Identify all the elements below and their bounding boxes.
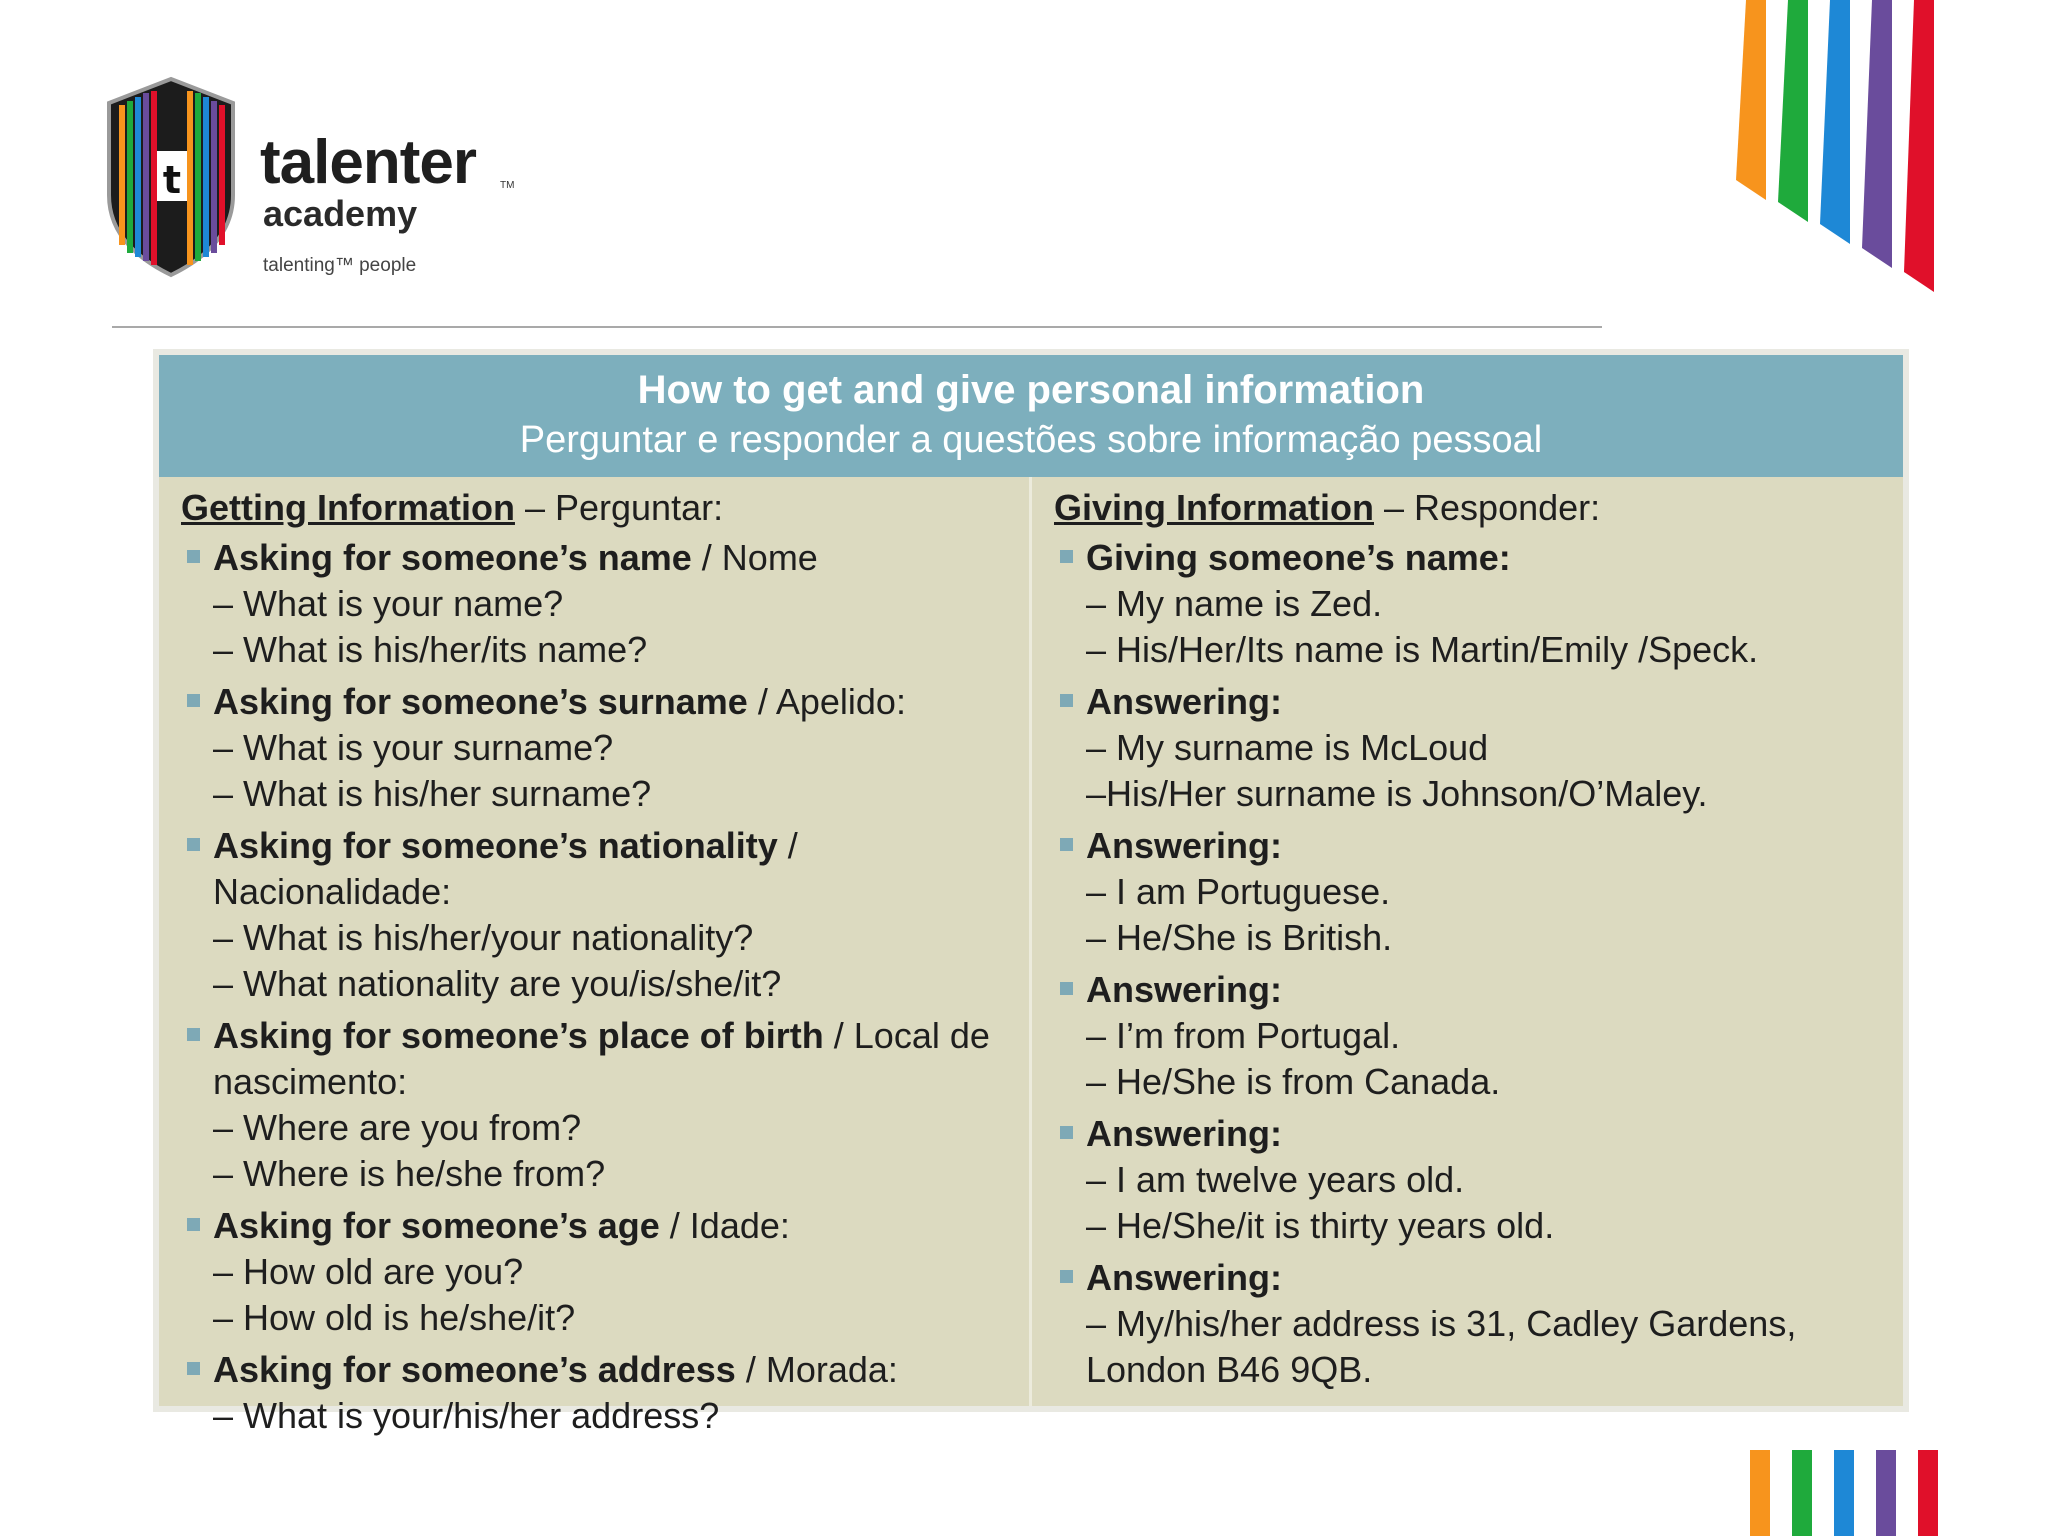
section-heading-bold: Answering: bbox=[1086, 1113, 1283, 1154]
section-heading-bold: Asking for someone’s age bbox=[213, 1205, 660, 1246]
brand-tagline: talenting™ people bbox=[263, 255, 417, 276]
example-phrase: – My name is Zed. bbox=[1086, 583, 1383, 624]
square-bullet-icon bbox=[187, 1362, 200, 1375]
example-phrase: – He/She is from Canada. bbox=[1086, 1061, 1501, 1102]
info-section bbox=[1054, 1111, 1894, 1249]
example-phrase: – What is your name? bbox=[213, 583, 564, 624]
section-heading bbox=[213, 1347, 1021, 1393]
svg-text:t: t bbox=[162, 158, 182, 202]
section-heading-translation: / Local de nascimento: bbox=[213, 1015, 990, 1102]
section-heading-translation: / Nacionalidade: bbox=[213, 825, 798, 912]
square-bullet-icon bbox=[1060, 838, 1073, 851]
section-heading bbox=[1086, 967, 1894, 1013]
example-phrase: – I’m from Portugal. bbox=[1086, 1015, 1401, 1056]
example-phrase: – What is your surname? bbox=[213, 727, 614, 768]
section-heading-translation: / Nome bbox=[691, 537, 818, 578]
section-heading bbox=[213, 1203, 1021, 1249]
example-phrase: – My/his/her address is 31, Cadley Gardens, London B46 9QB. bbox=[1086, 1303, 1797, 1390]
section-heading-translation: / Apelido: bbox=[747, 681, 906, 722]
example-phrase: – How old is he/she/it? bbox=[213, 1297, 576, 1338]
section-heading bbox=[1086, 1255, 1894, 1301]
section-heading-translation: / Idade: bbox=[659, 1205, 790, 1246]
section-heading bbox=[1086, 679, 1894, 725]
column-heading bbox=[1054, 485, 1894, 531]
panel-title: How to get and give personal information bbox=[637, 368, 1425, 412]
info-section bbox=[1054, 679, 1894, 817]
section-heading bbox=[1086, 535, 1894, 581]
example-phrase: – What is his/her/your nationality? bbox=[213, 917, 754, 958]
example-phrase: – His/Her/Its name is Martin/Emily /Speck. bbox=[1086, 629, 1759, 670]
section-heading-bold: Answering: bbox=[1086, 1257, 1283, 1298]
shield-icon bbox=[105, 75, 237, 280]
getting-information-column bbox=[181, 477, 1021, 1445]
column-divider bbox=[1029, 477, 1032, 1406]
section-heading bbox=[213, 823, 1021, 915]
example-phrase: – My surname is McLoud bbox=[1086, 727, 1489, 768]
section-heading-bold: Asking for someone’s name bbox=[213, 537, 692, 578]
info-section bbox=[181, 535, 1021, 673]
color-stripes-decoration bbox=[1736, 0, 1948, 300]
square-bullet-icon bbox=[187, 550, 200, 563]
brand-trademark: TM bbox=[500, 180, 515, 191]
section-heading-bold: Answering: bbox=[1086, 825, 1283, 866]
square-bullet-icon bbox=[1060, 1270, 1073, 1283]
section-heading-bold: Asking for someone’s place of birth bbox=[213, 1015, 824, 1056]
info-section bbox=[1054, 1255, 1894, 1393]
info-section bbox=[181, 1347, 1021, 1439]
info-section bbox=[1054, 823, 1894, 961]
example-phrase: – I am Portuguese. bbox=[1086, 871, 1391, 912]
info-section bbox=[1054, 535, 1894, 673]
square-bullet-icon bbox=[187, 1028, 200, 1041]
section-heading-translation: / Morada: bbox=[735, 1349, 898, 1390]
example-phrase: – What nationality are you/is/she/it? bbox=[213, 963, 782, 1004]
panel-subtitle: Perguntar e responder a questões sobre informação pessoal bbox=[519, 419, 1543, 461]
panel-header bbox=[159, 355, 1903, 477]
info-section bbox=[181, 1203, 1021, 1341]
example-phrase: – What is his/her/its name? bbox=[213, 629, 648, 670]
section-heading bbox=[213, 679, 1021, 725]
section-heading-bold: Asking for someone’s surname bbox=[213, 681, 748, 722]
column-heading-suffix: – Responder: bbox=[1374, 487, 1601, 528]
giving-information-column bbox=[1054, 477, 1894, 1399]
section-heading bbox=[213, 1013, 1021, 1105]
section-heading-bold: Answering: bbox=[1086, 681, 1283, 722]
square-bullet-icon bbox=[187, 838, 200, 851]
section-heading bbox=[213, 535, 1021, 581]
section-heading-bold: Asking for someone’s address bbox=[213, 1349, 736, 1390]
example-phrase: – How old are you? bbox=[213, 1251, 524, 1292]
brand-subtitle: academy bbox=[263, 193, 418, 234]
section-heading-bold: Asking for someone’s nationality bbox=[213, 825, 778, 866]
column-heading-title: Getting Information bbox=[181, 487, 515, 528]
column-heading bbox=[181, 485, 1021, 531]
section-heading bbox=[1086, 823, 1894, 869]
column-heading-suffix: – Perguntar: bbox=[514, 487, 724, 528]
column-heading-title: Giving Information bbox=[1054, 487, 1374, 528]
personal-information-panel bbox=[153, 349, 1909, 1436]
example-phrase: – He/She/it is thirty years old. bbox=[1086, 1205, 1555, 1246]
square-bullet-icon bbox=[1060, 694, 1073, 707]
color-stripes-footer-decoration bbox=[1750, 1450, 1962, 1536]
header-divider bbox=[112, 326, 1602, 328]
example-phrase: – What is his/her surname? bbox=[213, 773, 652, 814]
brand-name: talenter bbox=[260, 128, 476, 197]
example-phrase: –His/Her surname is Johnson/O’Maley. bbox=[1086, 773, 1708, 814]
info-section bbox=[181, 679, 1021, 817]
square-bullet-icon bbox=[1060, 982, 1073, 995]
section-heading-bold: Answering: bbox=[1086, 969, 1283, 1010]
section-heading-bold: Giving someone’s name: bbox=[1086, 537, 1511, 578]
info-section bbox=[1054, 967, 1894, 1105]
example-phrase: – Where are you from? bbox=[213, 1107, 582, 1148]
info-section bbox=[181, 1013, 1021, 1197]
example-phrase: – What is your/his/her address? bbox=[213, 1395, 720, 1436]
square-bullet-icon bbox=[1060, 550, 1073, 563]
square-bullet-icon bbox=[187, 694, 200, 707]
section-heading bbox=[1086, 1111, 1894, 1157]
info-section bbox=[181, 823, 1021, 1007]
example-phrase: – Where is he/she from? bbox=[213, 1153, 606, 1194]
talenter-logo bbox=[105, 75, 525, 285]
example-phrase: – He/She is British. bbox=[1086, 917, 1393, 958]
square-bullet-icon bbox=[187, 1218, 200, 1231]
square-bullet-icon bbox=[1060, 1126, 1073, 1139]
example-phrase: – I am twelve years old. bbox=[1086, 1159, 1465, 1200]
